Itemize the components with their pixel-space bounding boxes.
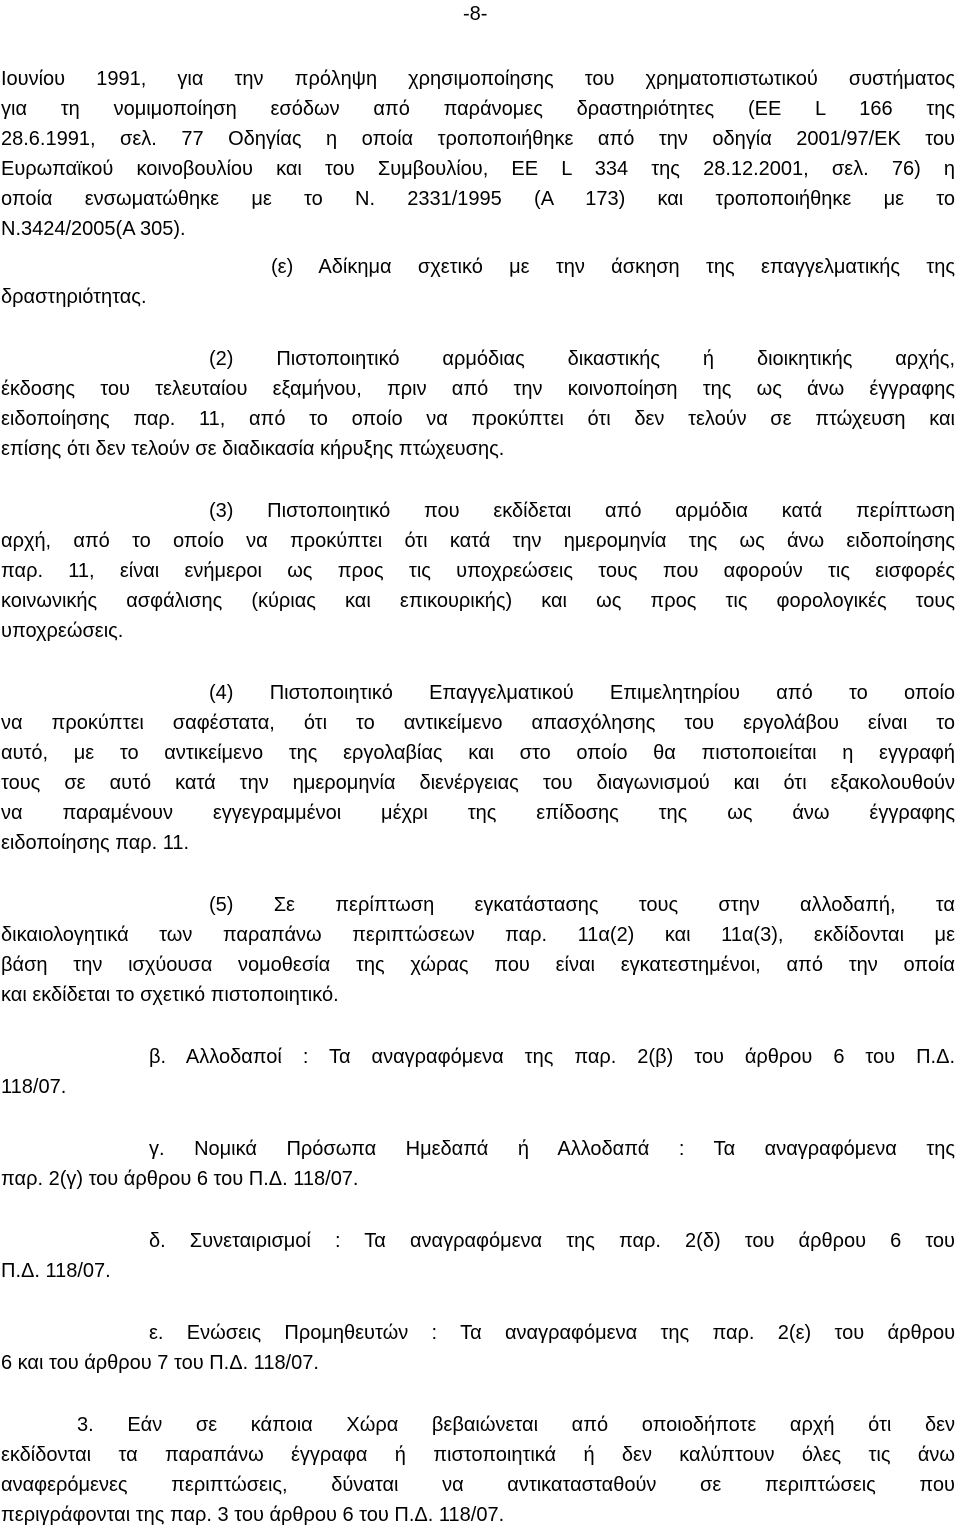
item-d-cooperatives [1, 1226, 955, 1286]
page-number: -8- [463, 3, 488, 25]
point-3 [1, 1410, 955, 1530]
text-line: 28.6.1991, σελ. 77 Οδηγίας η οποία τροποποιήθηκε από την οδηγία 2001/97/ΕΚ του [1, 128, 955, 150]
text-line: δικαιολογητικά των παραπάνω περιπτώσεων παρ. 11α(2) και 11α(3), εκδίδονται με [1, 924, 955, 946]
text-line: (3) Πιστοποιητικό που εκδίδεται από αρμόδια κατά περίπτωση [209, 500, 955, 522]
text-line: β. Αλλοδαποί : Τα αναγραφόμενα της παρ. 2(β) του άρθρου 6 του Π.Δ. [149, 1046, 955, 1068]
text-line: να παραμένουν εγγεγραμμένοι μέχρι της επίδοσης της ως άνω έγγραφης [1, 802, 955, 824]
item-e [1, 252, 955, 312]
text-line: εκδίδονται τα παραπάνω έγγραφα ή πιστοποιητικά ή δεν καλύπτουν όλες τις άνω [1, 1444, 955, 1466]
text-line: οποία ενσωματώθηκε με το Ν. 2331/1995 (Α 173) και τροποποιήθηκε με το [1, 188, 955, 210]
intro-paragraph [1, 64, 955, 244]
text-line: (5) Σε περίπτωση εγκατάστασης τους στην αλλοδαπή, τα [209, 894, 955, 916]
item-b-foreign [1, 1042, 955, 1102]
paragraph-5 [1, 890, 955, 1010]
text-line: υποχρεώσεις. [1, 620, 124, 642]
text-line: Ιουνίου 1991, για την πρόληψη χρησιμοποίησης του χρηματοπιστωτικού συστήματος [1, 68, 955, 90]
text-line: Ν.3424/2005(Α 305). [1, 218, 186, 240]
text-line: παρ. 11, είναι ενήμεροι ως προς τις υποχρεώσεις τους που αφορούν τις εισφορές [1, 560, 955, 582]
text-line: να προκύπτει σαφέστατα, ότι το αντικείμενο απασχόλησης του εργολάβου είναι το [1, 712, 955, 734]
text-line: τους σε αυτό κατά την ημερομηνία διενέργειας του διαγωνισμού και ότι εξακολουθούν [1, 772, 955, 794]
text-line: αρχή, από το οποίο να προκύπτει ότι κατά την ημερομηνία της ως άνω ειδοποίησης [1, 530, 955, 552]
text-line: (4) Πιστοποιητικό Επαγγελματικού Επιμελητηρίου από το οποίο [209, 682, 955, 704]
text-line: έκδοσης του τελευταίου εξαμήνου, πριν από την κοινοποίηση της ως άνω έγγραφης [1, 378, 955, 400]
text-line: παρ. 2(γ) του άρθρου 6 του Π.Δ. 118/07. [1, 1168, 359, 1190]
paragraph-4 [1, 678, 955, 858]
text-line: (2) Πιστοποιητικό αρμόδιας δικαστικής ή διοικητικής αρχής, [209, 348, 955, 370]
document-body [1, 64, 955, 1530]
text-line: κοινωνικής ασφάλισης (κύριας και επικουρικής) και ως προς τις φορολογικές τους [1, 590, 955, 612]
paragraph-2 [1, 344, 955, 464]
text-line: 3. Εάν σε κάποια Χώρα βεβαιώνεται από οποιοδήποτε αρχή ότι δεν [77, 1414, 955, 1436]
text-line: δ. Συνεταιρισμοί : Τα αναγραφόμενα της παρ. 2(δ) του άρθρου 6 του [149, 1230, 955, 1252]
text-line: ειδοποίησης παρ. 11. [1, 832, 190, 854]
item-ep-supplier-unions [1, 1318, 955, 1378]
paragraph-3 [1, 496, 955, 646]
text-line: περιγράφονται της παρ. 3 του άρθρου 6 του Π.Δ. 118/07. [1, 1504, 505, 1526]
text-line: και εκδίδεται το σχετικό πιστοποιητικό. [1, 984, 339, 1006]
text-line: αυτό, με το αντικείμενο της εργολαβίας και στο οποίο θα πιστοποιείται η εγγραφή [1, 742, 955, 764]
text-line: δραστηριότητας. [1, 286, 147, 308]
text-line: βάση την ισχύουσα νομοθεσία της χώρας που είναι εγκατεστημένοι, από την οποία [1, 954, 955, 976]
text-line: Π.Δ. 118/07. [1, 1260, 111, 1282]
text-line: για τη νομιμοποίηση εσόδων από παράνομες δραστηριότητες (ΕΕ L 166 της [1, 98, 955, 120]
text-line: Ευρωπαϊκού κοινοβουλίου και του Συμβουλίου, ΕΕ L 334 της 28.12.2001, σελ. 76) η [1, 158, 955, 180]
text-line: (ε) Αδίκημα σχετικό με την άσκηση της επαγγελματικής της [271, 256, 955, 278]
text-line: 118/07. [1, 1076, 67, 1098]
text-line: 6 και του άρθρου 7 του Π.Δ. 118/07. [1, 1352, 319, 1374]
text-line: ε. Ενώσεις Προμηθευτών : Τα αναγραφόμενα της παρ. 2(ε) του άρθρου [149, 1322, 955, 1344]
text-line: ειδοποίησης παρ. 11, από το οποίο να προκύπτει ότι δεν τελούν σε πτώχευση και [1, 408, 955, 430]
text-line: αναφερόμενες περιπτώσεις, δύναται να αντικατασταθούν σε περιπτώσεις που [1, 1474, 955, 1496]
item-g-legal-entities [1, 1134, 955, 1194]
text-line: γ. Νομικά Πρόσωπα Ημεδαπά ή Αλλοδαπά : Τα αναγραφόμενα της [149, 1138, 955, 1160]
text-line: επίσης ότι δεν τελούν σε διαδικασία κήρυξης πτώχευσης. [1, 438, 505, 460]
